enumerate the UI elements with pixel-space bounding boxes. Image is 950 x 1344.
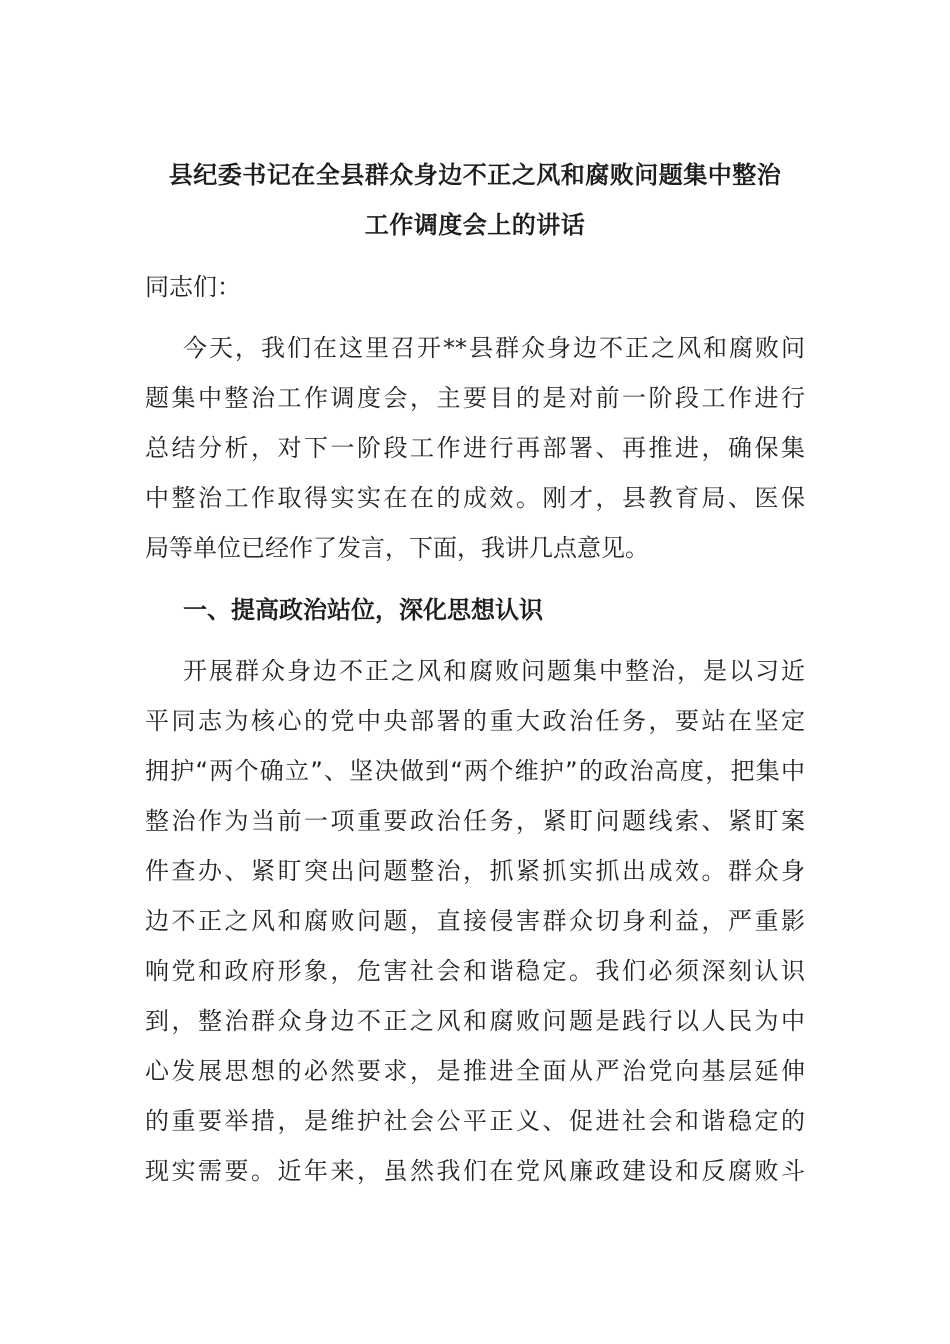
paragraph-line: 响党和政府形象，危害社会和谐稳定。我们必须深刻认识 xyxy=(145,957,805,985)
paragraph-line: 今天，我们在这里召开**县群众身边不正之风和腐败问 xyxy=(183,334,805,362)
paragraph-line: 整治作为当前一项重要政治任务，紧盯问题线索、紧盯案 xyxy=(145,807,805,835)
paragraph-line: 总结分析，对下一阶段工作进行再部署、再推进，确保集 xyxy=(145,434,805,462)
paragraph-line: 的重要举措，是维护社会公平正义、促进社会和谐稳定的 xyxy=(145,1107,805,1135)
section-heading: 一、提高政治站位，深化思想认识 xyxy=(183,596,543,624)
paragraph-line: 开展群众身边不正之风和腐败问题集中整治，是以习近 xyxy=(183,657,805,685)
paragraph-line: 局等单位已经作了发言，下面，我讲几点意见。 xyxy=(145,534,649,562)
title-line: 县纪委书记在全县群众身边不正之风和腐败问题集中整治 xyxy=(168,161,782,189)
title-line: 工作调度会上的讲话 xyxy=(364,211,586,239)
paragraph-intro xyxy=(145,323,805,573)
paragraph-line: 题集中整治工作调度会，主要目的是对前一阶段工作进行 xyxy=(145,384,805,412)
paragraph-line: 件查办、紧盯突出问题整治，抓紧抓实抓出成效。群众身 xyxy=(145,857,805,885)
paragraph-line: 现实需要。近年来，虽然我们在党风廉政建设和反腐败斗 xyxy=(145,1157,805,1185)
paragraph-line: 拥护“两个确立”、坚决做到“两个维护”的政治高度，把集中 xyxy=(145,757,805,785)
paragraph-line: 边不正之风和腐败问题，直接侵害群众切身利益，严重影 xyxy=(145,907,805,935)
paragraph-section1 xyxy=(145,646,805,1196)
salutation: 同志们： xyxy=(145,273,241,301)
paragraph-line: 平同志为核心的党中央部署的重大政治任务，要站在坚定 xyxy=(145,707,805,735)
paragraph-line: 心发展思想的必然要求，是推进全面从严治党向基层延伸 xyxy=(145,1057,805,1085)
paragraph-line: 到，整治群众身边不正之风和腐败问题是践行以人民为中 xyxy=(145,1007,805,1035)
document-title xyxy=(145,150,805,250)
paragraph-line: 中整治工作取得实实在在的成效。刚才，县教育局、医保 xyxy=(145,484,805,512)
